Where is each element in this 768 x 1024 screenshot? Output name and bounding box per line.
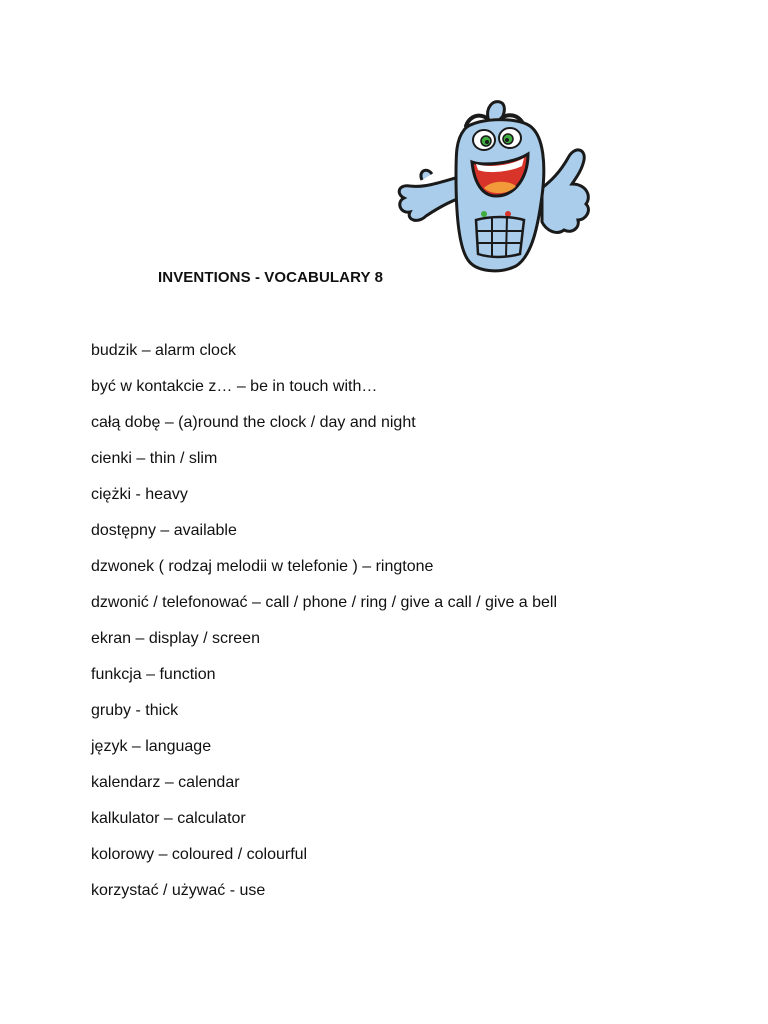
list-item: kolorowy – coloured / colourful	[91, 846, 308, 863]
list-item: być w kontakcie z… – be in touch with…	[91, 378, 378, 395]
page-title: INVENTIONS - VOCABULARY 8	[158, 269, 384, 286]
cartoon-mobile-phone-icon	[392, 96, 600, 274]
vocabulary-list	[91, 341, 557, 917]
list-item: dzwonić / telefonować – call / phone / ring / give a call / give a bell	[91, 594, 558, 611]
list-item: kalendarz – calendar	[91, 774, 240, 791]
list-item: dzwonek ( rodzaj melodii w telefonie ) – ringtone	[91, 558, 434, 575]
list-item: cienki – thin / slim	[91, 450, 218, 467]
list-item: dostępny – available	[91, 522, 237, 539]
list-item: ciężki - heavy	[91, 486, 188, 503]
list-item: funkcja – function	[91, 666, 216, 683]
list-item: budzik – alarm clock	[91, 342, 236, 359]
list-item: język – language	[91, 738, 212, 755]
list-item: ekran – display / screen	[91, 630, 260, 647]
list-item: gruby - thick	[91, 702, 179, 719]
list-item: korzystać / używać - use	[91, 882, 266, 899]
list-item: kalkulator – calculator	[91, 810, 246, 827]
list-item: całą dobę – (a)round the clock / day and night	[91, 414, 416, 431]
